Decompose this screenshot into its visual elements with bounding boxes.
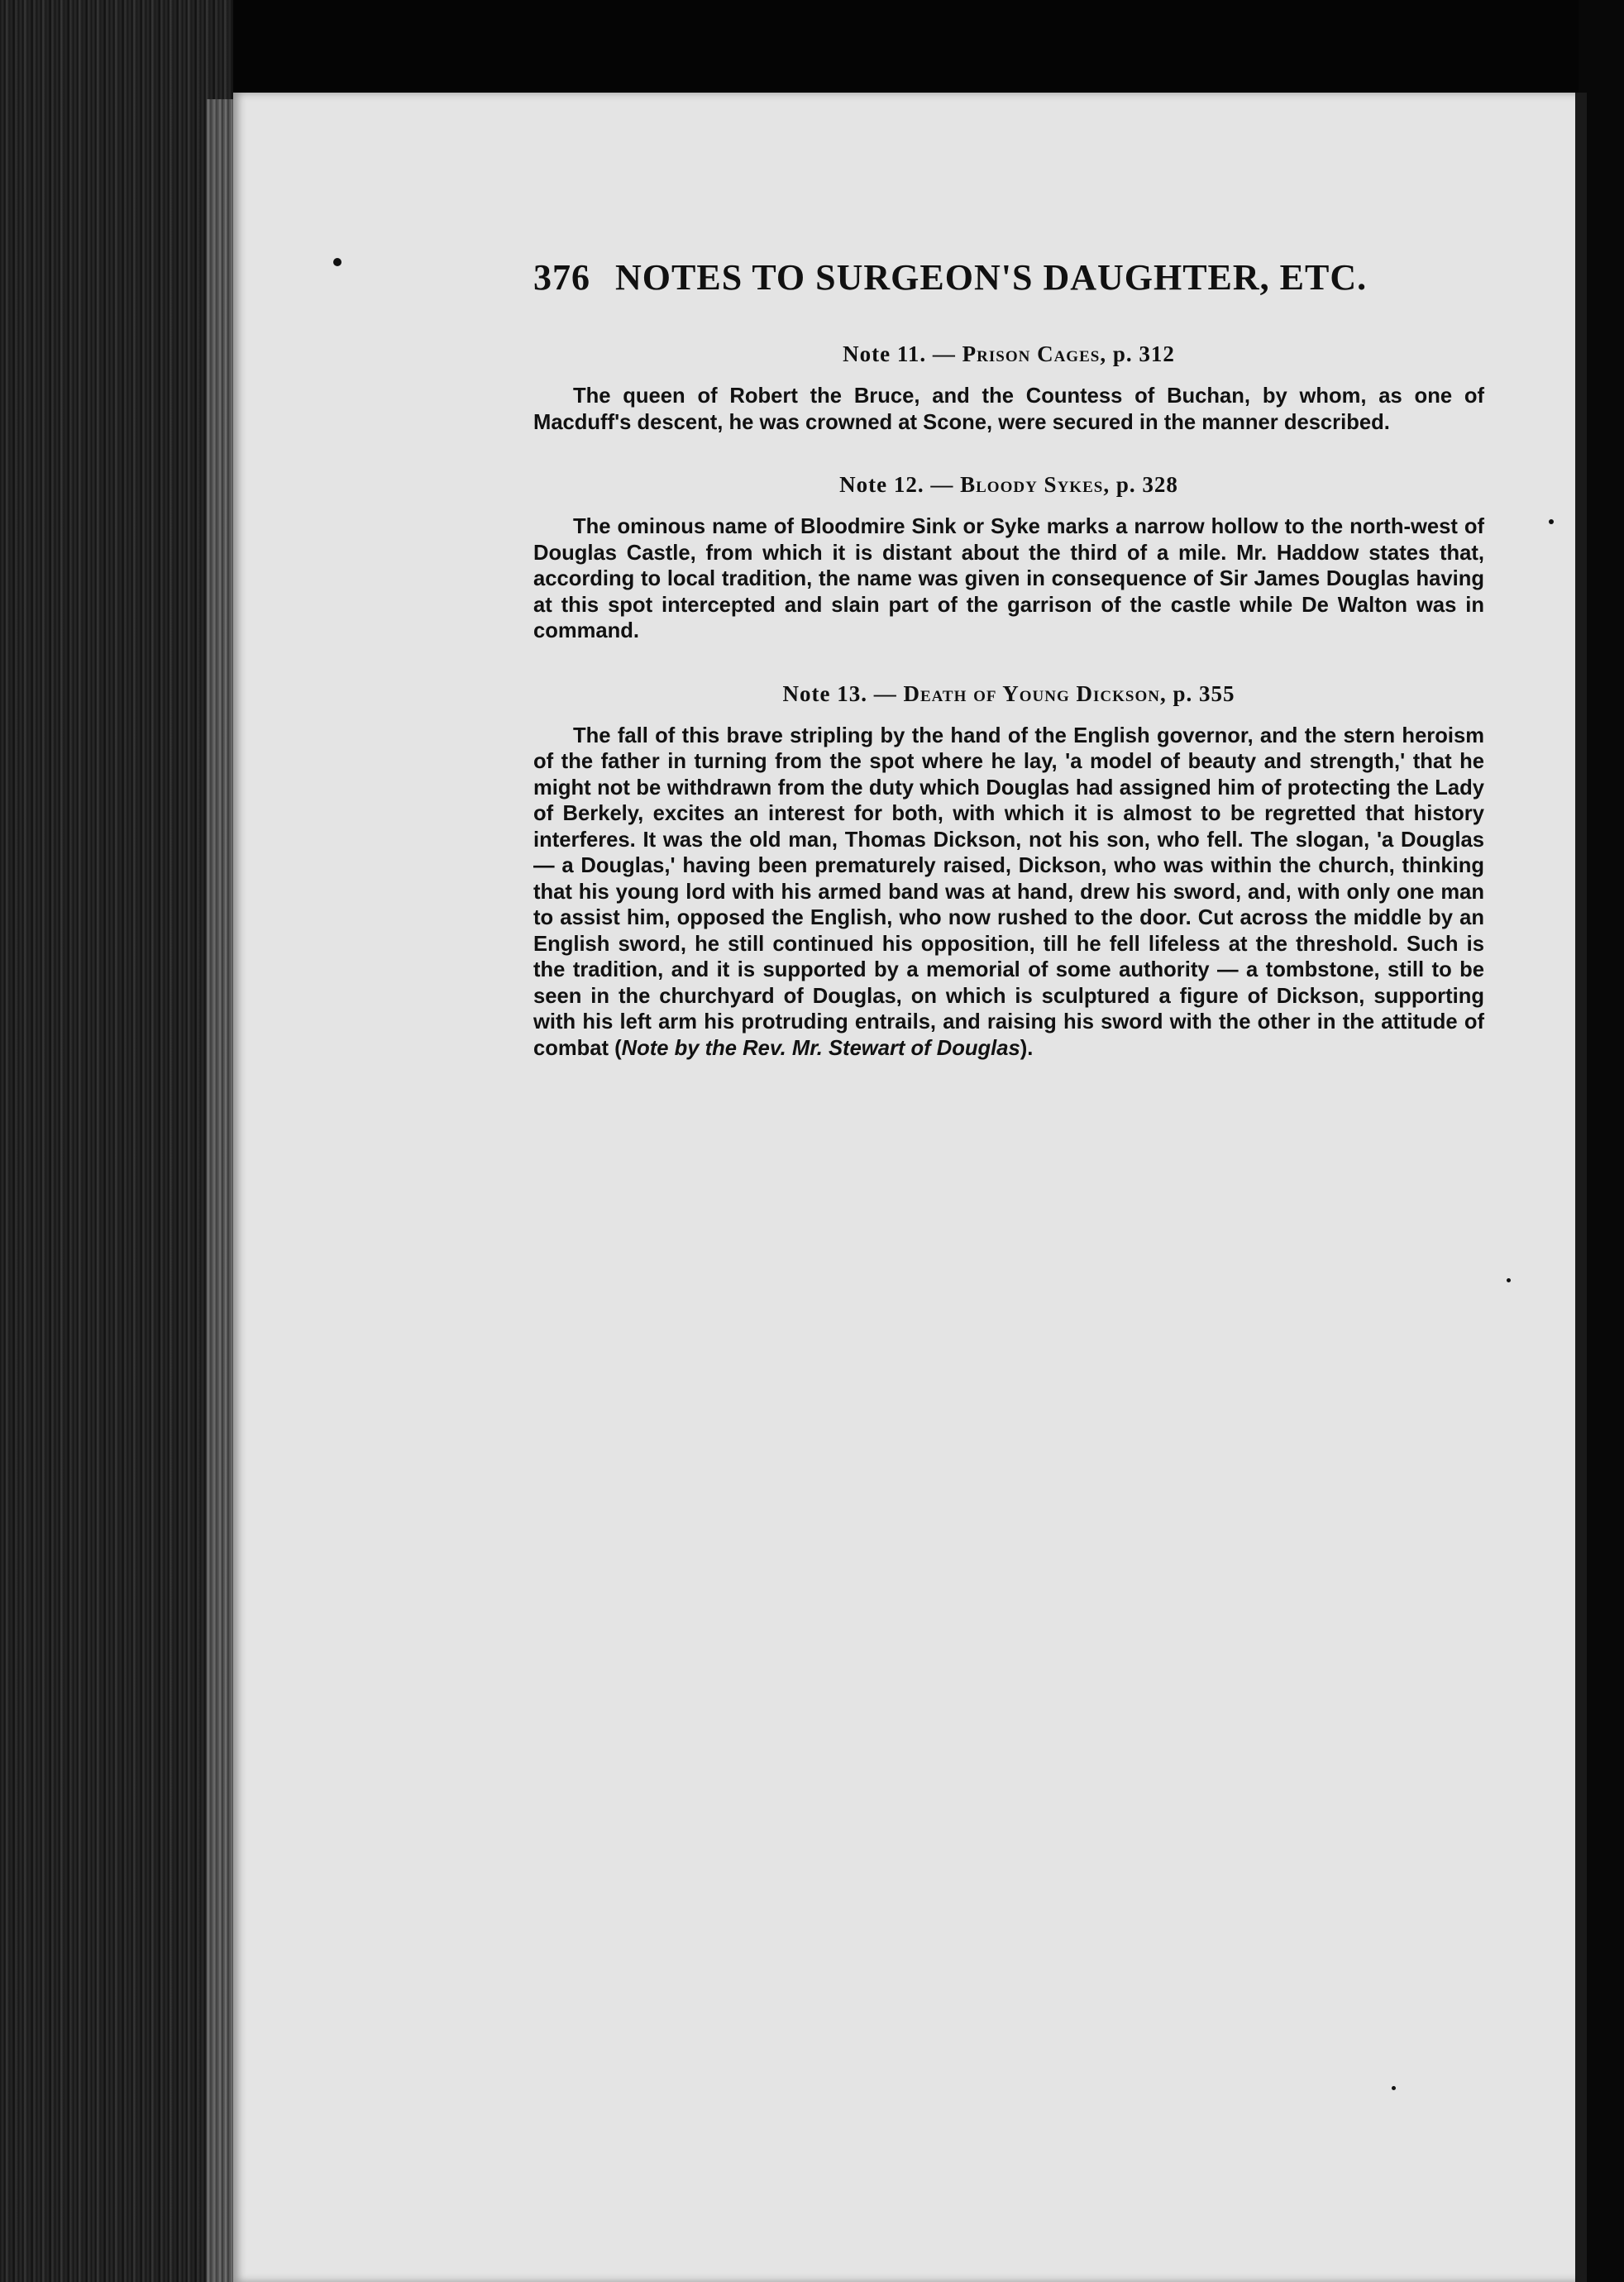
note-title: Prison Cages <box>962 341 1101 366</box>
note-page-ref: , p. 355 <box>1159 680 1235 706</box>
note-label: Note 13. — <box>782 680 904 706</box>
running-head-title: NOTES TO SURGEON'S DAUGHTER, ETC. <box>615 257 1368 298</box>
page-stack-edge <box>207 99 233 2282</box>
note-citation: Note by the Rev. Mr. Stewart of Douglas <box>621 1036 1020 1060</box>
page-right-edge <box>1575 93 1587 2282</box>
note-page-ref: , p. 312 <box>1100 341 1175 366</box>
running-head <box>533 256 1484 298</box>
ink-speck <box>1549 519 1554 524</box>
note-title: Death of Young Dickson <box>903 680 1160 706</box>
note-heading <box>533 472 1484 498</box>
note-body-text: The fall of this brave stripling by the hand of the English governor, and the stern heroism of the father in turning from the spot where he lay, 'a model of beauty and strength,' that he might not be withdrawn from the duty which Douglas had assigned him of protecting the Lady of Berkely, excites an interest for both, with which it is almost to be regretted that history interferes. It was the old man, Thomas Dickson, not his son, who fell. The slogan, 'a Douglas — a Douglas,' having been prematurely raised, Dickson, who was within the church, thinking that his young lord with his armed band was at hand, drew his sword, and, with only one man to assist him, opposed the English, who now rushed to the door. Cut across the middle by an English sword, he still continued his opposition, till he fell lifeless at the threshold. Such is the tradition, and it is supported by a memorial of some authority — a tombstone, still to be seen in the churchyard of Douglas, on which is sculptured a figure of Dickson, supporting with his left arm his protruding entrails, and raising his sword with the other in the attitude of combat ( <box>533 723 1484 1060</box>
page-number: 376 <box>533 257 590 298</box>
note-heading <box>533 341 1484 367</box>
ink-speck <box>1507 1278 1511 1282</box>
note-body-end: ). <box>1020 1036 1034 1060</box>
note-label: Note 11. — <box>843 341 962 366</box>
scan-top-border <box>0 0 1624 95</box>
book-spine <box>0 0 233 2282</box>
ink-speck <box>333 258 342 266</box>
note-title: Bloody Sykes <box>960 472 1104 497</box>
note-label: Note 12. — <box>839 472 961 497</box>
note-body: The queen of Robert the Bruce, and the Countess of Buchan, by whom, as one of Macduff's descent, he was crowned at Scone, were secured in the manner described. <box>533 384 1484 434</box>
note-body: The ominous name of Bloodmire Sink or Syke marks a narrow hollow to the north-west of Douglas Castle, from which it is distant about the third of a mile. Mr. Haddow states that, according to local tradition, the name was given in consequence of Sir James Douglas having at this spot intercepted and slain part of the garrison of the castle while De Walton was in command. <box>533 515 1484 642</box>
ink-speck <box>1392 2086 1396 2090</box>
note-page-ref: , p. 328 <box>1103 472 1178 497</box>
page-content <box>533 256 1484 1098</box>
note-heading <box>533 681 1484 707</box>
note-body <box>533 723 1484 1062</box>
